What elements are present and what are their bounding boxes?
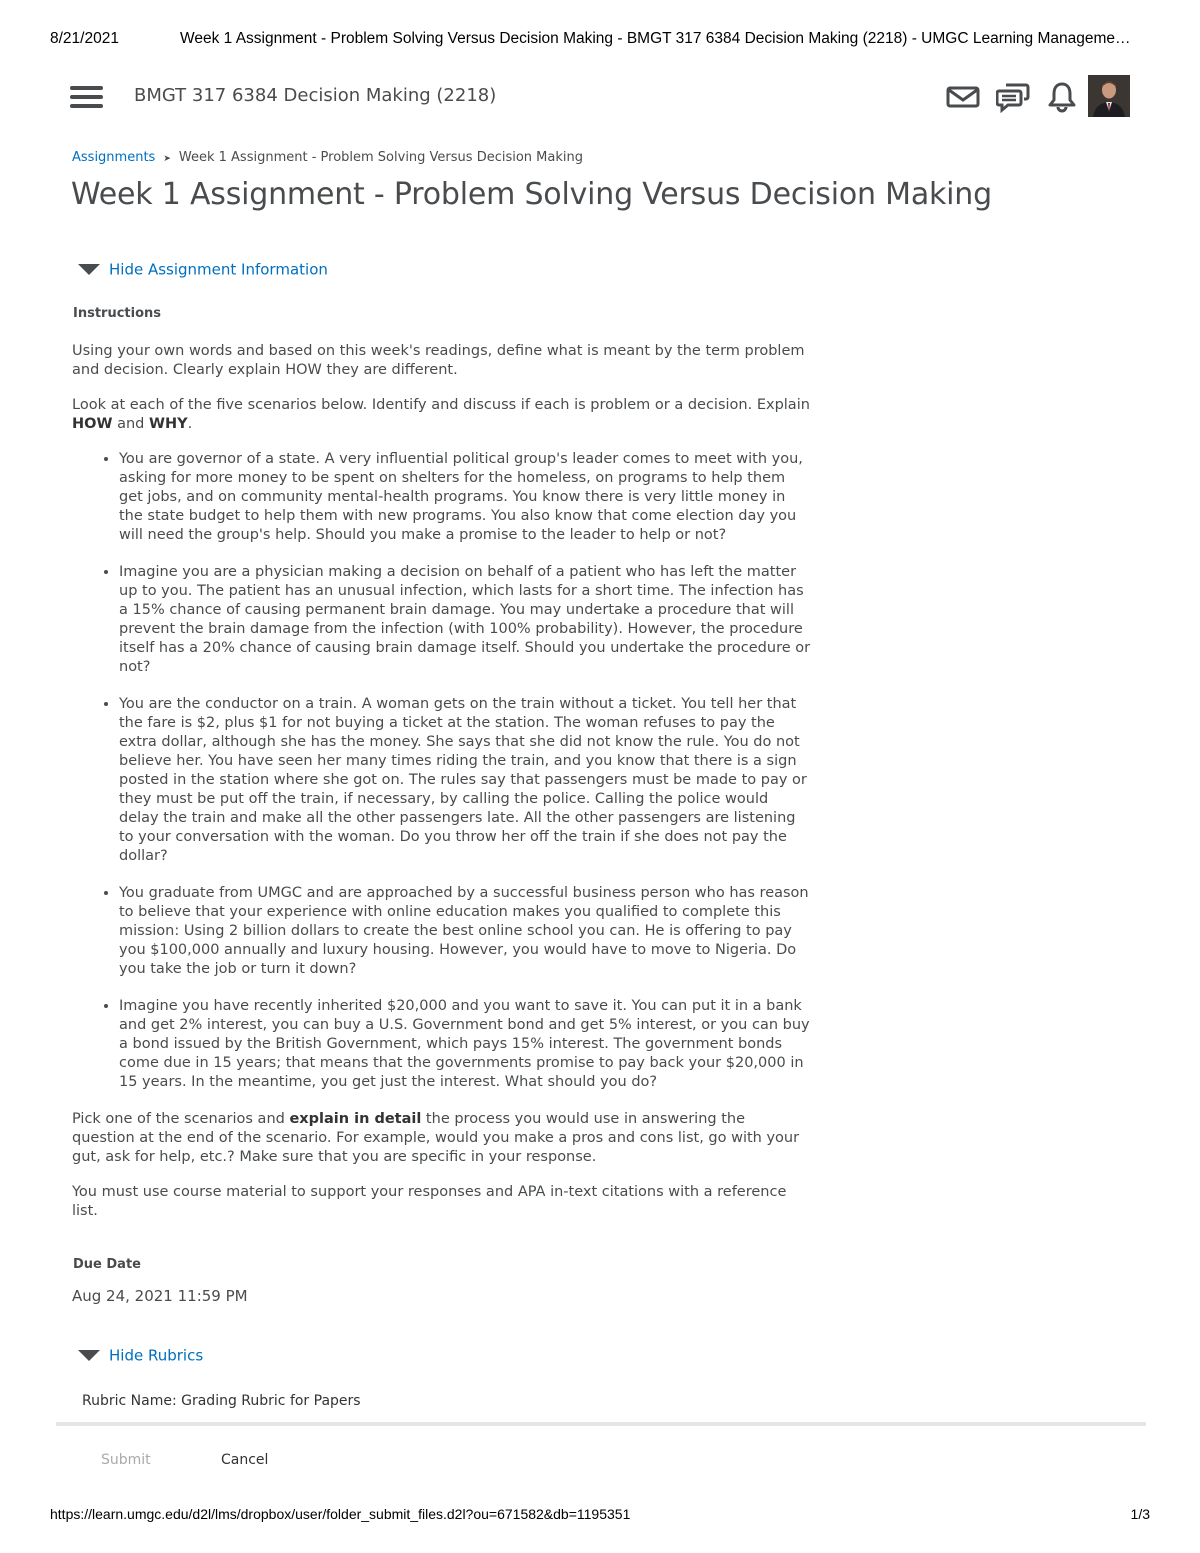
bell-icon[interactable] (1045, 81, 1079, 113)
rubric-name: Rubric Name: Grading Rubric for Papers (82, 1393, 361, 1409)
menu-icon[interactable] (70, 86, 103, 108)
submit-button[interactable]: Submit (101, 1452, 151, 1468)
toggle-label: Hide Assignment Information (109, 260, 328, 279)
mail-icon[interactable] (946, 81, 980, 113)
scenario-item: • You are the conductor on a train. A woman gets on the train without a ticket. You tell her that the fare is $2, plus $1 for not buying a ticket at the station. The woman refuses to pay the extra dollar, although she has the money. She says that she did not know the rule. You do not believe her. You have seen her many times riding the train, and you know that there is a sign posted in the station where she got on. The rules say that passengers must be made to pay or they must be put off the train, if necessary, by calling the police. Calling the police would delay the train and make all the other passengers late. All the other passengers are listening to your conversation with the woman. Do you throw her off the train if she does not pay the dollar? (119, 695, 812, 866)
print-header (50, 30, 1150, 50)
print-date: 8/21/2021 (50, 30, 119, 47)
course-title[interactable]: BMGT 317 6384 Decision Making (2218) (134, 85, 497, 106)
cancel-button[interactable]: Cancel (221, 1452, 269, 1468)
instructions-paragraph: Using your own words and based on this week's readings, define what is meant by the term problem and decision. Clearly explain HOW they are different. (72, 343, 805, 378)
page-title: Week 1 Assignment - Problem Solving Versus Decision Making (71, 177, 992, 212)
print-title: Week 1 Assignment - Problem Solving Versus Decision Making - BMGT 317 6384 Decision Making (2218) - UMGC Learning Manageme… (180, 30, 1131, 47)
scenario-item: • Imagine you are a physician making a decision on behalf of a patient who has left the matter up to you. The patient has an unusual infection, which lasts for a short time. The infection has a 15% chance of causing permanent brain damage. You may undertake a procedure that will prevent the brain damage from the infection (with 100% probability). However, the procedure itself has a 20% chance of causing brain damage itself. Should you undertake the procedure or not? (119, 563, 812, 677)
instructions-body (72, 342, 812, 1237)
instructions-label: Instructions (73, 306, 162, 321)
instructions-paragraph: You must use course material to support your responses and APA in-text citations with a reference list. (72, 1184, 787, 1219)
page-number: 1/3 (1130, 1506, 1150, 1522)
scenario-item: • Imagine you have recently inherited $20,000 and you want to save it. You can put it in a bank and get 2% interest, you can buy a U.S. Government bond and get 5% interest, or you can buy a bond issued by the British Government, which pays 15% interest. The government bonds come due in 15 years; that means that the governments promise to pay back your $20,000 in 15 years. In the meantime, you get just the interest. What should you do? (119, 997, 812, 1092)
chat-icon[interactable] (996, 81, 1030, 113)
divider (56, 1422, 1146, 1426)
breadcrumb-current: Week 1 Assignment - Problem Solving Versus Decision Making (178, 150, 583, 165)
scenario-list (72, 450, 812, 1092)
avatar[interactable] (1088, 75, 1130, 117)
hide-assignment-info-toggle[interactable] (78, 260, 328, 279)
nav-icons (930, 75, 1130, 119)
print-footer (50, 1506, 1150, 1526)
toggle-label: Hide Rubrics (109, 1346, 204, 1365)
breadcrumb (72, 150, 583, 165)
navbar (70, 75, 1130, 119)
caret-down-icon (78, 264, 100, 275)
instructions-paragraph: Look at each of the five scenarios below. Identify and discuss if each is problem or a decision. Explain HOW and WHY. (72, 397, 810, 432)
scenario-item: • You are governor of a state. A very influential political group's leader comes to meet with you, asking for more money to be spent on shelters for the homeless, on programs to help them get jobs, and on community mental-health programs. You know there is very little money in the state budget to help them with new programs. You also know that come election day you will need the group's help. Should you make a promise to the leader to help or not? (119, 450, 812, 545)
hide-rubrics-toggle[interactable] (78, 1346, 203, 1365)
print-url: https://learn.umgc.edu/d2l/lms/dropbox/user/folder_submit_files.d2l?ou=671582&db=1195351 (50, 1506, 631, 1522)
caret-down-icon (78, 1350, 100, 1361)
due-date-label: Due Date (73, 1257, 141, 1272)
due-date-value: Aug 24, 2021 11:59 PM (72, 1287, 248, 1305)
chevron-right-icon: ➤ (163, 154, 171, 164)
scenario-item: • You graduate from UMGC and are approached by a successful business person who has reason to believe that your experience with online education makes you qualified to complete this mission: Using 2 billion dollars to create the best online school you can. He is offering to pay you $100,000 annually and luxury housing. However, you would have to move to Nigeria. Do you take the job or turn it down? (119, 884, 812, 979)
instructions-paragraph: Pick one of the scenarios and explain in detail the process you would use in answering the question at the end of the scenario. For example, would you make a pros and cons list, go with your gut, ask for help, etc.? Make sure that you are specific in your response. (72, 1111, 800, 1165)
breadcrumb-assignments-link[interactable]: Assignments (72, 150, 156, 165)
